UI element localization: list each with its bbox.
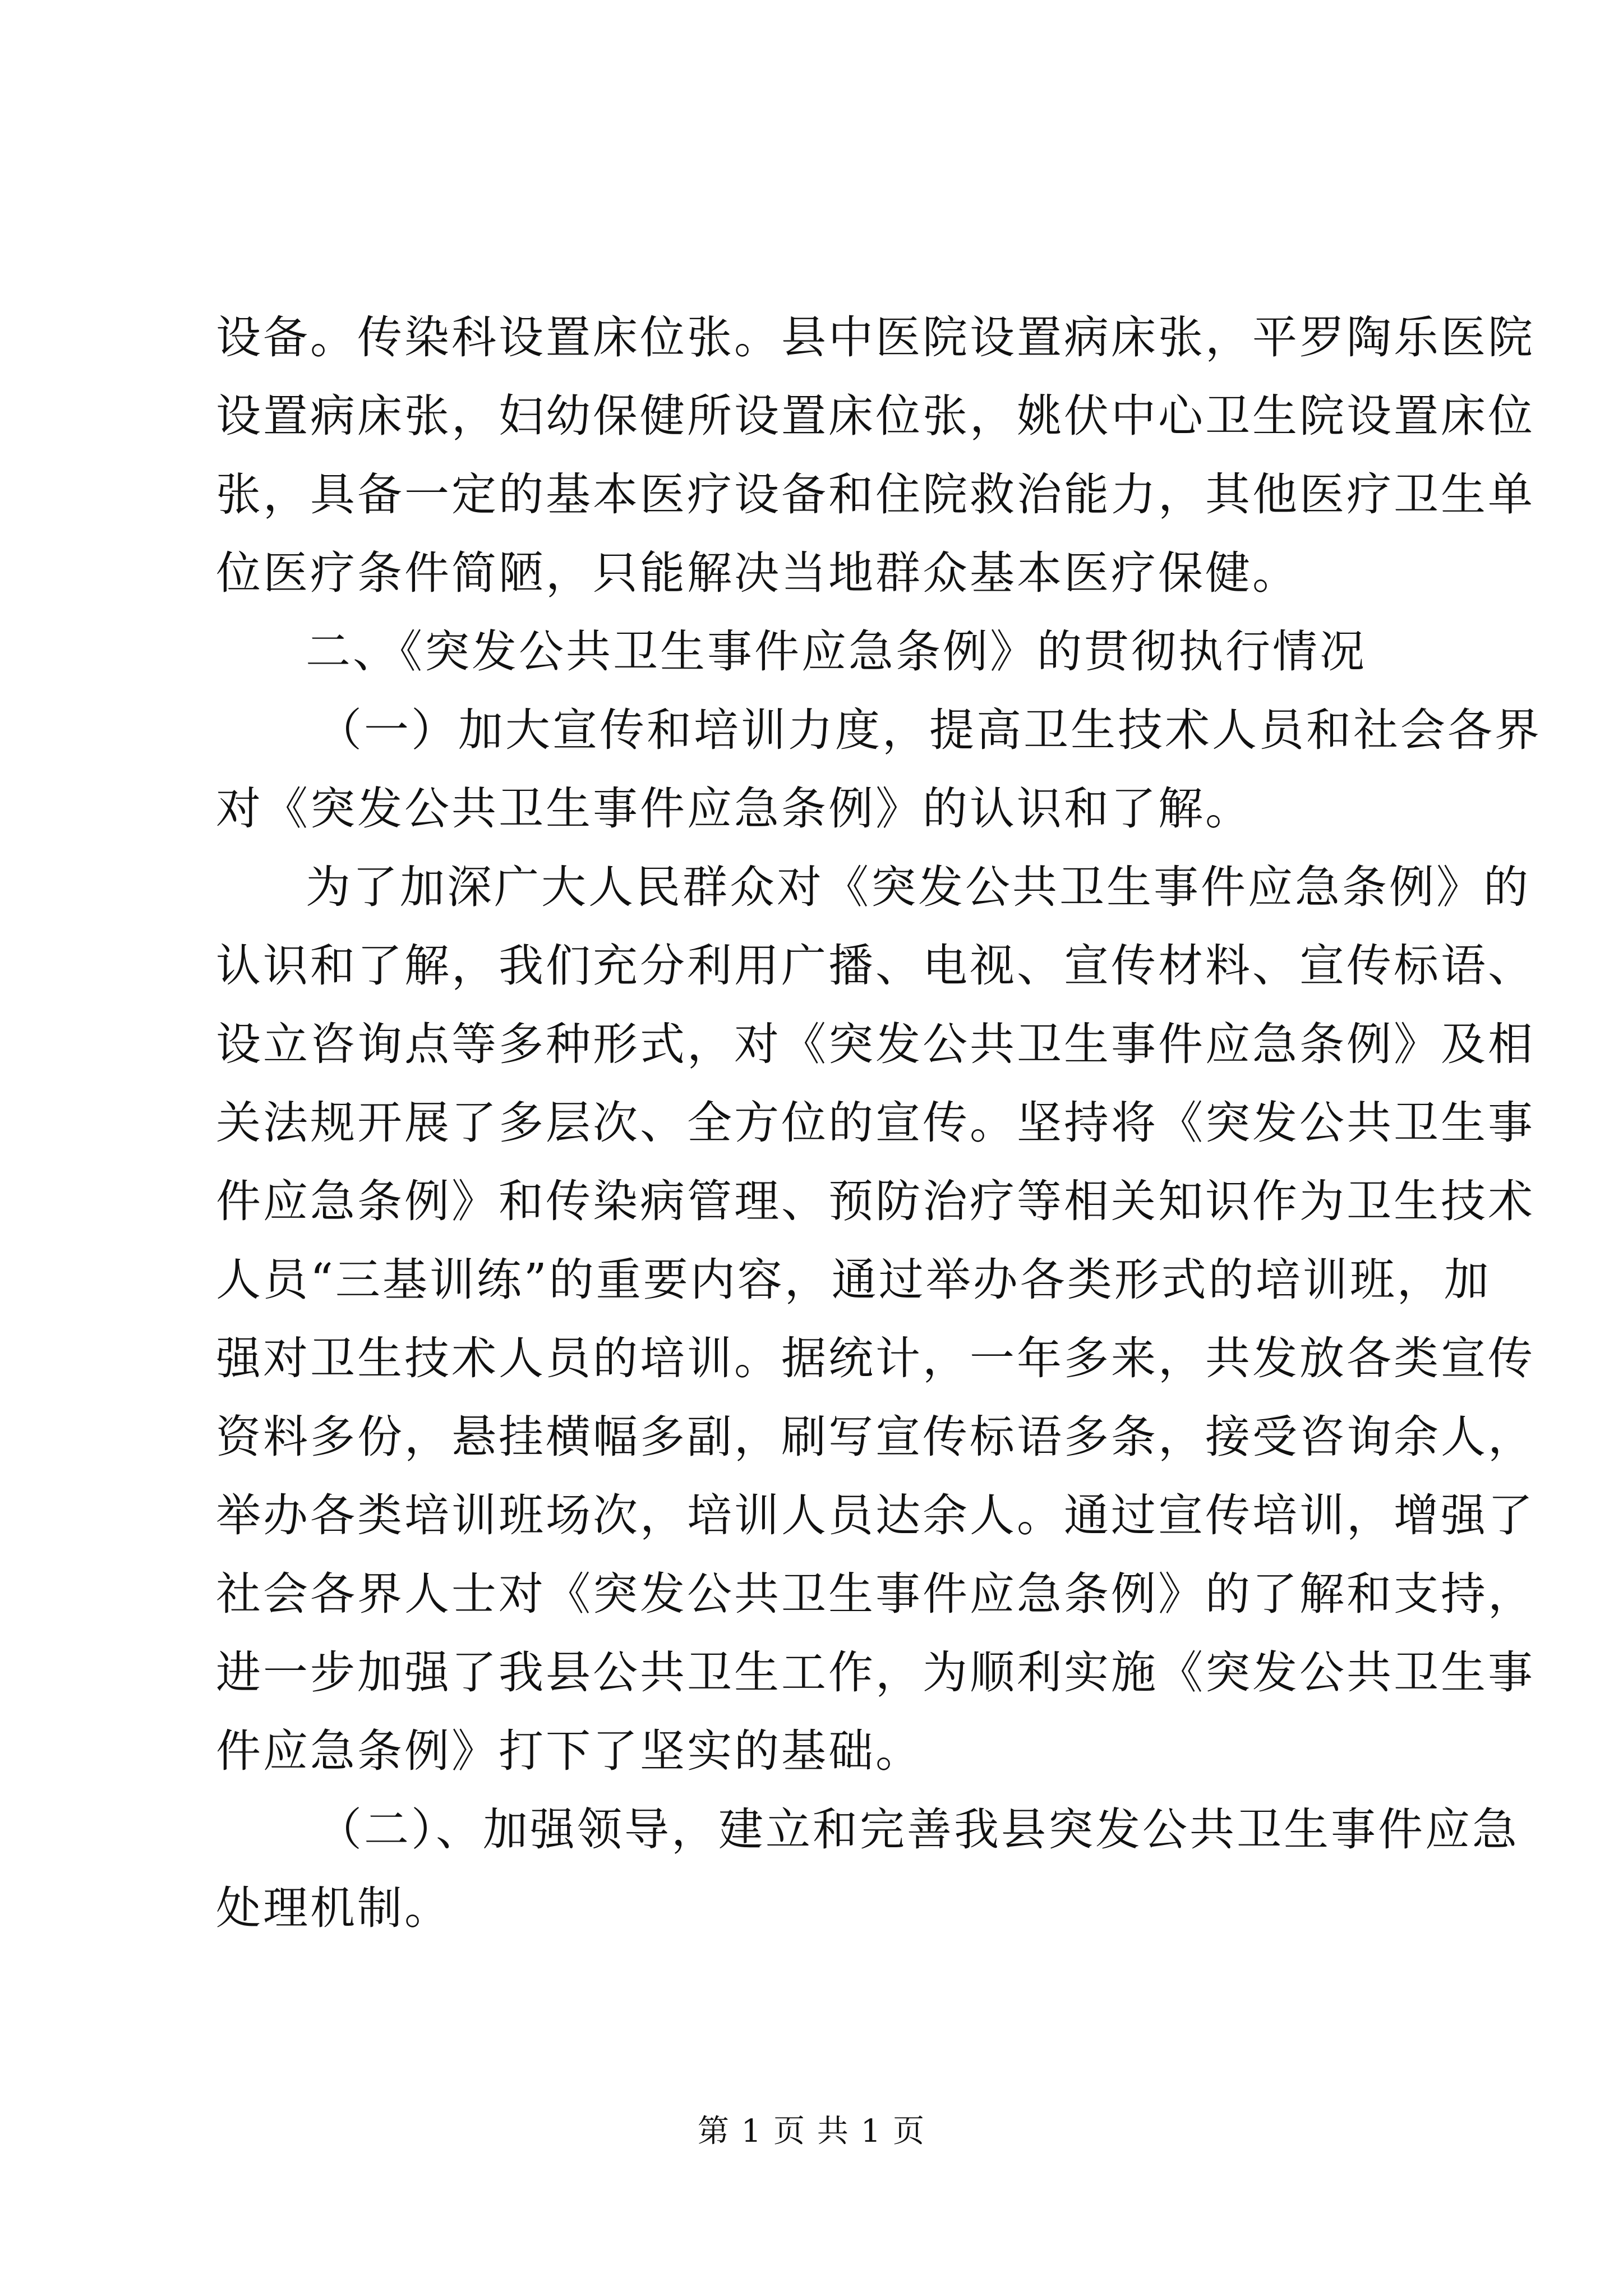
text-line: 进一步加强了我县公共卫生工作，为顺利实施《突发公共卫生事 (216, 1646, 1535, 1699)
text-line: 社会各界人士对《突发公共卫生事件应急条例》的了解和支持， (216, 1568, 1535, 1620)
text-line: 设置病床张，妇幼保健所设置床位张，姚伏中心卫生院设置床位 (216, 390, 1535, 442)
text-line: 设备。传染科设置床位张。县中医院设置病床张，平罗陶乐医院 (216, 311, 1535, 364)
text-line: 对《突发公共卫生事件应急条例》的认识和了解。 (216, 783, 1252, 835)
text-line: 强对卫生技术人员的培训。据统计，一年多来，共发放各类宣传 (216, 1332, 1535, 1384)
text-line: 处理机制。 (216, 1882, 451, 1934)
text-line: 设立咨询点等多种形式，对《突发公共卫生事件应急条例》及相 (216, 1018, 1535, 1070)
paragraph-start: 为了加深广大人民群众对《突发公共卫生事件应急条例》的 (306, 861, 1530, 913)
section-heading: 二、《突发公共卫生事件应急条例》的贯彻执行情况 (306, 625, 1367, 678)
text-line: 张，具备一定的基本医疗设备和住院救治能力，其他医疗卫生单 (216, 468, 1535, 521)
subsection-heading: （一）加大宣传和培训力度，提高卫生技术人员和社会各界 (317, 704, 1542, 756)
text-line: 举办各类培训班场次，培训人员达余人。通过宣传培训，增强了 (216, 1489, 1535, 1542)
text-line: 人员“三基训练”的重要内容，通过举办各类形式的培训班，加 (216, 1254, 1491, 1306)
text-line: 资料多份，悬挂横幅多副，刷写宣传标语多条，接受咨询余人， (216, 1411, 1535, 1463)
text-line: 位医疗条件简陋，只能解决当地群众基本医疗保健。 (216, 547, 1299, 599)
text-line: 件应急条例》和传染病管理、预防治疗等相关知识作为卫生技术 (216, 1175, 1535, 1227)
document-body (216, 298, 1542, 1948)
text-line: 件应急条例》打下了坚实的基础。 (216, 1725, 923, 1777)
text-line: 认识和了解，我们充分利用广播、电视、宣传材料、宣传标语、 (216, 940, 1535, 992)
subsection-heading: （二）、加强领导，建立和完善我县突发公共卫生事件应急 (317, 1803, 1519, 1856)
text-line: 关法规开展了多层次、全方位的宣传。坚持将《突发公共卫生事 (216, 1097, 1535, 1149)
page-footer: 第 1 页 共 1 页 (697, 2113, 926, 2150)
